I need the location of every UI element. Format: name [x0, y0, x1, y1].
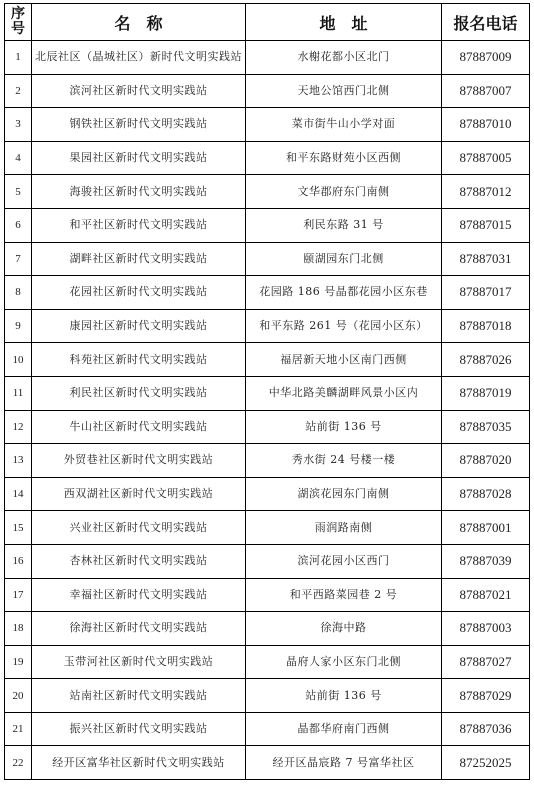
row-address: 晶府人家小区东门北侧: [246, 645, 442, 679]
table-row: [5, 41, 530, 75]
row-seq: 2: [5, 74, 32, 108]
row-phone: 87887039: [442, 544, 530, 578]
table-row: [5, 679, 530, 713]
row-phone: 87887009: [442, 41, 530, 75]
table-row: [5, 477, 530, 511]
row-name: 钢铁社区新时代文明实践站: [32, 108, 246, 142]
row-name: 和平社区新时代文明实践站: [32, 208, 246, 242]
row-name: 幸福社区新时代文明实践站: [32, 578, 246, 612]
row-address: 滨河花园小区西门: [246, 544, 442, 578]
row-phone: 87887015: [442, 208, 530, 242]
row-address: 经开区晶宸路 7 号富华社区: [246, 746, 442, 780]
row-address: 站前街 136 号: [246, 679, 442, 713]
row-name: 利民社区新时代文明实践站: [32, 376, 246, 410]
table-row: [5, 376, 530, 410]
table-row: [5, 746, 530, 780]
row-seq: 17: [5, 578, 32, 612]
table-row: [5, 612, 530, 646]
row-seq: 15: [5, 511, 32, 545]
row-phone: 87887010: [442, 108, 530, 142]
header-phone: 报名电话: [442, 4, 530, 41]
header-seq: [5, 4, 32, 41]
table-row: [5, 108, 530, 142]
row-address: 花园路 186 号晶都花园小区东巷: [246, 276, 442, 310]
table-row: [5, 141, 530, 175]
row-name: 北辰社区（晶城社区）新时代文明实践站: [32, 41, 246, 75]
row-phone: 87887017: [442, 276, 530, 310]
row-seq: 8: [5, 276, 32, 310]
row-name: 杏林社区新时代文明实践站: [32, 544, 246, 578]
row-name: 湖畔社区新时代文明实践站: [32, 242, 246, 276]
table-row: [5, 712, 530, 746]
row-seq: 3: [5, 108, 32, 142]
row-address: 湖滨花园东门南侧: [246, 477, 442, 511]
table-row: [5, 410, 530, 444]
table-row: [5, 74, 530, 108]
table-row: [5, 175, 530, 209]
row-phone: 87887012: [442, 175, 530, 209]
row-phone: 87887031: [442, 242, 530, 276]
row-seq: 16: [5, 544, 32, 578]
row-phone: 87887019: [442, 376, 530, 410]
row-phone: 87887007: [442, 74, 530, 108]
row-seq: 9: [5, 309, 32, 343]
row-seq: 22: [5, 746, 32, 780]
row-seq: 19: [5, 645, 32, 679]
row-address: 和平西路菜园巷 2 号: [246, 578, 442, 612]
row-address: 天地公馆西门北侧: [246, 74, 442, 108]
row-name: 滨河社区新时代文明实践站: [32, 74, 246, 108]
table-row: [5, 276, 530, 310]
row-name: 西双湖社区新时代文明实践站: [32, 477, 246, 511]
row-name: 果园社区新时代文明实践站: [32, 141, 246, 175]
row-address: 和平东路财苑小区西侧: [246, 141, 442, 175]
table-row: [5, 242, 530, 276]
row-name: 经开区富华社区新时代文明实践站: [32, 746, 246, 780]
row-phone: 87887020: [442, 444, 530, 478]
row-name: 兴业社区新时代文明实践站: [32, 511, 246, 545]
header-name: 名 称: [32, 4, 246, 41]
row-seq: 10: [5, 343, 32, 377]
row-name: 玉带河社区新时代文明实践站: [32, 645, 246, 679]
row-seq: 1: [5, 41, 32, 75]
row-address: 和平东路 261 号（花园小区东）: [246, 309, 442, 343]
row-address: 水榭花都小区北门: [246, 41, 442, 75]
row-phone: 87887003: [442, 612, 530, 646]
table-row: [5, 511, 530, 545]
row-phone: 87887035: [442, 410, 530, 444]
row-phone: 87887005: [442, 141, 530, 175]
row-phone: 87887029: [442, 679, 530, 713]
row-address: 颐湖园东门北侧: [246, 242, 442, 276]
row-seq: 4: [5, 141, 32, 175]
row-seq: 13: [5, 444, 32, 478]
table-body: [5, 41, 530, 780]
row-seq: 6: [5, 208, 32, 242]
table-row: [5, 444, 530, 478]
table-row: [5, 208, 530, 242]
row-seq: 20: [5, 679, 32, 713]
table-row: [5, 544, 530, 578]
row-name: 徐海社区新时代文明实践站: [32, 612, 246, 646]
row-name: 外贸巷社区新时代文明实践站: [32, 444, 246, 478]
row-seq: 14: [5, 477, 32, 511]
row-address: 徐海中路: [246, 612, 442, 646]
row-address: 雨润路南侧: [246, 511, 442, 545]
row-address: 利民东路 31 号: [246, 208, 442, 242]
row-seq: 18: [5, 612, 32, 646]
row-name: 康园社区新时代文明实践站: [32, 309, 246, 343]
table-header-row: [5, 4, 530, 41]
row-phone: 87887021: [442, 578, 530, 612]
row-name: 花园社区新时代文明实践站: [32, 276, 246, 310]
row-name: 站南社区新时代文明实践站: [32, 679, 246, 713]
row-phone: 87252025: [442, 746, 530, 780]
row-address: 站前街 136 号: [246, 410, 442, 444]
row-seq: 11: [5, 376, 32, 410]
row-name: 牛山社区新时代文明实践站: [32, 410, 246, 444]
row-phone: 87887001: [442, 511, 530, 545]
row-address: 菜市街牛山小学对面: [246, 108, 442, 142]
row-address: 文华郡府东门南侧: [246, 175, 442, 209]
row-name: 振兴社区新时代文明实践站: [32, 712, 246, 746]
row-seq: 5: [5, 175, 32, 209]
row-phone: 87887036: [442, 712, 530, 746]
header-address: 地 址: [246, 4, 442, 41]
row-seq: 12: [5, 410, 32, 444]
row-address: 中华北路美麟湖畔风景小区内: [246, 376, 442, 410]
table-row: [5, 309, 530, 343]
row-address: 晶都华府南门西侧: [246, 712, 442, 746]
row-phone: 87887028: [442, 477, 530, 511]
row-phone: 87887026: [442, 343, 530, 377]
header-seq-line1: 序: [11, 6, 25, 22]
station-table: [4, 3, 530, 780]
page: [4, 3, 529, 780]
header-seq-line2: 号: [11, 21, 25, 37]
row-phone: 87887027: [442, 645, 530, 679]
row-phone: 87887018: [442, 309, 530, 343]
table-row: [5, 578, 530, 612]
row-address: 福居新天地小区南门西侧: [246, 343, 442, 377]
row-name: 科苑社区新时代文明实践站: [32, 343, 246, 377]
table-row: [5, 645, 530, 679]
row-address: 秀水街 24 号楼一楼: [246, 444, 442, 478]
row-seq: 7: [5, 242, 32, 276]
table-row: [5, 343, 530, 377]
row-seq: 21: [5, 712, 32, 746]
row-name: 海骏社区新时代文明实践站: [32, 175, 246, 209]
